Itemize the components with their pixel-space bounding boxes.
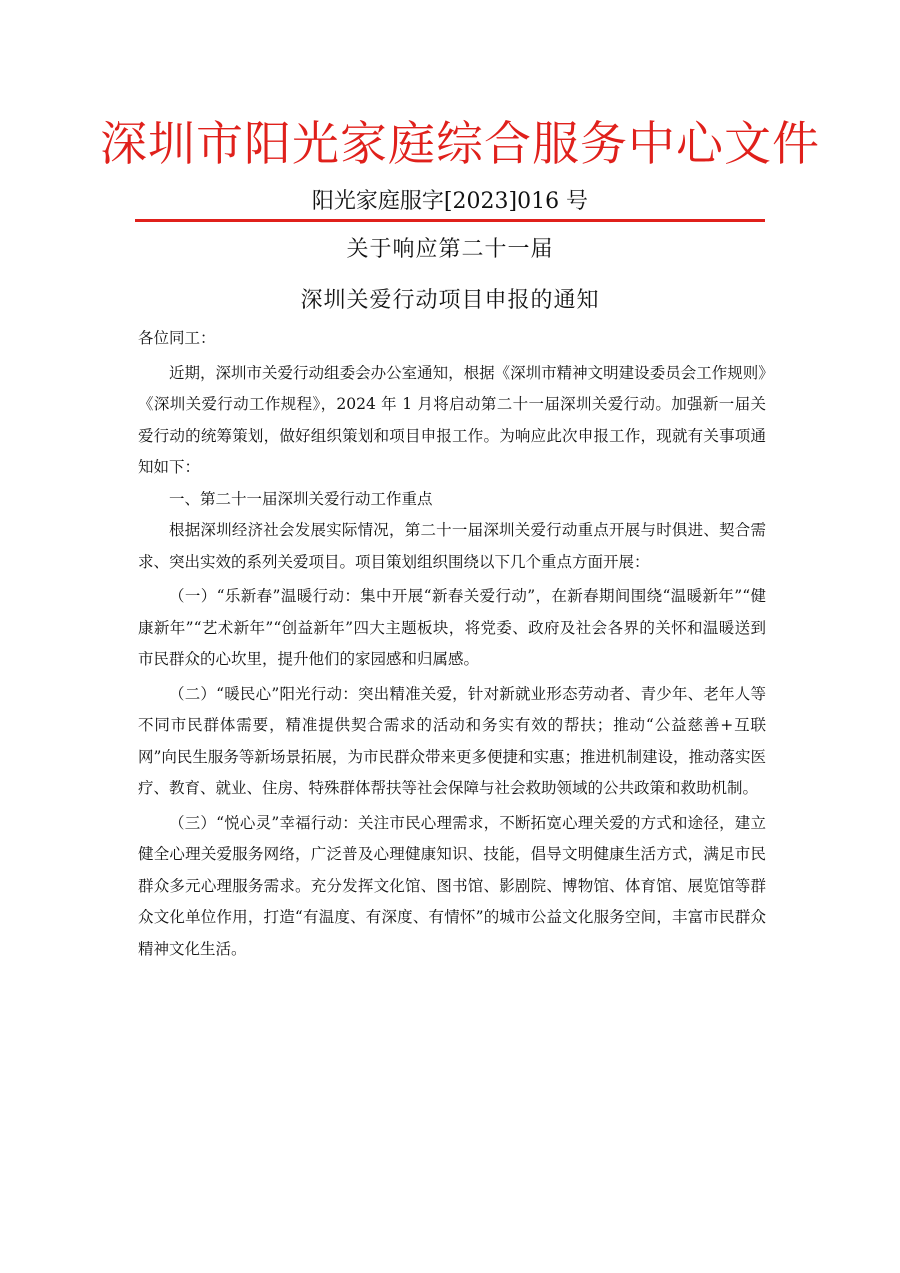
masthead-title: 深圳市阳光家庭综合服务中心文件	[100, 117, 820, 172]
paragraph-item-3: （三）“悦心灵”幸福行动：关注市民心理需求，不断拓宽心理关爱的方式和途径，建立健全心理关爱服务网络，广泛普及心理健康知识、技能，倡导文明健康生活方式，满足市民群众多元心理服务需求。充分发挥文化馆、图书馆、影剧院、博物馆、体育馆、展览馆等群众文化单位作用，打造“有温度、有深度、有情怀”的城市公益文化服务空间，丰富市民群众精神文化生活。	[138, 813, 766, 958]
paragraph-item-1: （一）“乐新春”温暖行动：集中开展“新春关爱行动”，在新春期间围绕“温暖新年”“健康新年”“艺术新年”“创益新年”四大主题板块，将党委、政府及社会各界的关怀和温暖送到市民群众的心坎里，提升他们的家园感和归属感。	[138, 587, 766, 668]
salutation: 各位同工：	[138, 329, 216, 347]
paragraph-item-2: （二）“暖民心”阳光行动：突出精准关爱，针对新就业形态劳动者、青少年、老年人等不同市民群体需要，精准提供契合需求的活动和务实有效的帮扶；推动“公益慈善+互联网”向民生服务等新场景拓展，为市民群众带来更多便捷和实惠；推进机制建设，推动落实医疗、教育、就业、住房、特殊群体帮扶等社会保障与社会救助领域的公共政策和救助机制。	[138, 684, 766, 797]
document-number: 阳光家庭服字[2023]016 号	[311, 189, 589, 214]
paragraph-intro: 近期，深圳市关爱行动组委会办公室通知，根据《深圳市精神文明建设委员会工作规则》《深圳关爱行动工作规程》，2024 年 1 月将启动第二十一届深圳关爱行动。加强新一届关爱行动的统筹策划，做好组织策划和项目申报工作。为响应此次申报工作，现就有关事项通知如下：	[138, 363, 766, 476]
red-divider-rule	[135, 219, 765, 222]
document-body	[138, 323, 766, 965]
section-heading: 一、第二十一届深圳关爱行动工作重点	[169, 489, 433, 508]
paragraph-focus: 根据深圳经济社会发展实际情况，第二十一届深圳关爱行动重点开展与时俱进、契合需求、突出实效的系列关爱项目。项目策划组织围绕以下几个重点方面开展：	[138, 521, 766, 571]
document-title-line-2: 深圳关爱行动项目申报的通知	[300, 288, 600, 313]
document-title-line-1: 关于响应第二十一届	[346, 237, 554, 262]
